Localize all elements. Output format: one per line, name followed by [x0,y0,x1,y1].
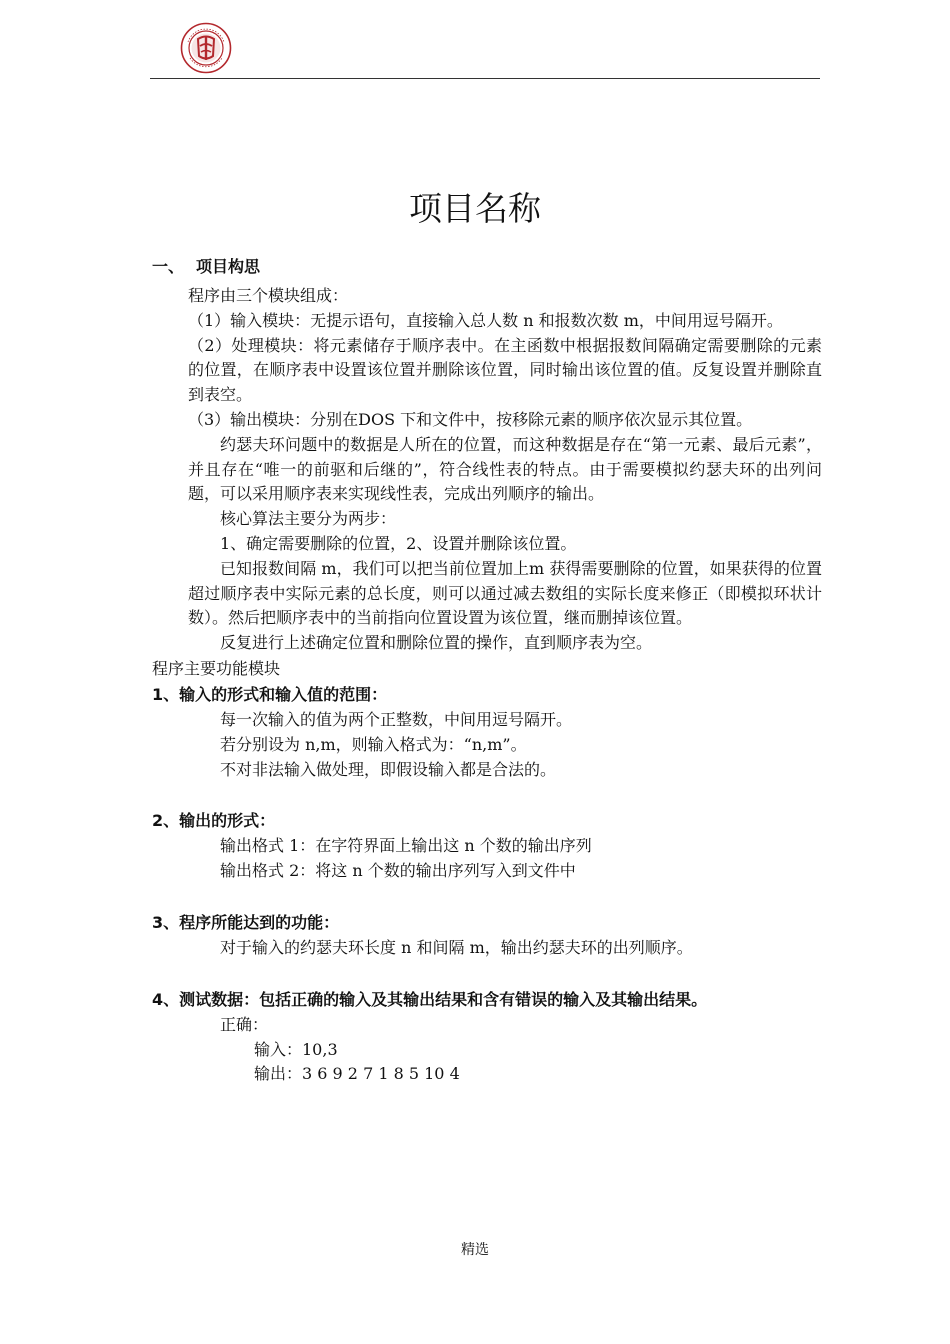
item-line: 对于输入的约瑟夫环长度 n 和间隔 m，输出约瑟夫环的出列顺序。 [220,937,693,957]
section-number: 一、 [152,257,185,276]
university-seal-icon [180,22,232,74]
paragraph: （1）输入模块：无提示语句，直接输入总人数 n 和报数次数 m，中间用逗号隔开。 [188,310,783,330]
item-line: 输出格式 1：在字符界面上输出这 n 个数的输出序列 [220,836,592,856]
paragraph: 反复进行上述确定位置和删除位置的操作，直到顺序表为空。 [220,633,653,653]
item-heading: 2、输出的形式： [152,811,276,831]
paragraph: （3）输出模块：分别在DOS 下和文件中，按移除元素的顺序依次显示其位置。 [188,409,753,429]
page-header [150,18,820,80]
paragraph: （2）处理模块：将元素储存于顺序表中。在主函数中根据报数间隔确定需要删除的元素的位置，在顺序表中设置该位置并删除该位置，同时输出该位置的值。反复设置并删除直到表空。 [188,335,822,405]
page-footer: 精选 [461,1242,489,1258]
paragraph: 1、确定需要删除的位置，2、设置并删除该位置。 [220,533,577,553]
section-heading [152,255,822,279]
item-line: 输出格式 2：将这 n 个数的输出序列写入到文件中 [220,861,576,881]
header-divider [150,78,820,79]
paragraph: 程序由三个模块组成： [188,286,349,305]
item-line: 每一次输入的值为两个正整数，中间用逗号隔开。 [220,709,573,729]
test-output: 输出：3 6 9 2 7 1 8 5 10 4 [254,1064,460,1084]
section-title: 项目构思 [196,257,261,276]
paragraph: 已知报数间隔 m，我们可以把当前位置加上m 获得需要删除的位置，如果获得的位置超过顺序表中实际元素的总长度，则可以通过减去数组的实际长度来修正（即模拟环状计数）。然后把顺序表中的当前指向位置设置为该位置，继而删掉该位置。 [188,558,822,628]
item-line: 若分别设为 n,m，则输入格式为：“n,m”。 [220,734,527,754]
item-heading: 3、程序所能达到的功能： [152,912,340,932]
document-title: 项目名称 [409,189,541,228]
paragraph: 约瑟夫环问题中的数据是人所在的位置，而这种数据是存在“第一元素、最后元素”，并且存在“唯一的前驱和后继的”，符合线性表的特点。由于需要模拟约瑟夫环的出列问题，可以采用顺序表来实现线性表，完成出列顺序的输出。 [188,434,822,504]
test-input: 输入：10,3 [254,1039,338,1059]
test-label: 正确： [220,1014,269,1034]
item-line: 不对非法输入做处理，即假设输入都是合法的。 [220,759,557,779]
item-heading: 4、测试数据：包括正确的输入及其输出结果和含有错误的输入及其输出结果。 [152,989,708,1009]
modules-heading: 程序主要功能模块 [152,658,281,678]
paragraph: 核心算法主要分为两步： [220,509,397,529]
item-heading: 1、输入的形式和输入值的范围： [152,684,388,704]
document-body [152,255,822,1087]
